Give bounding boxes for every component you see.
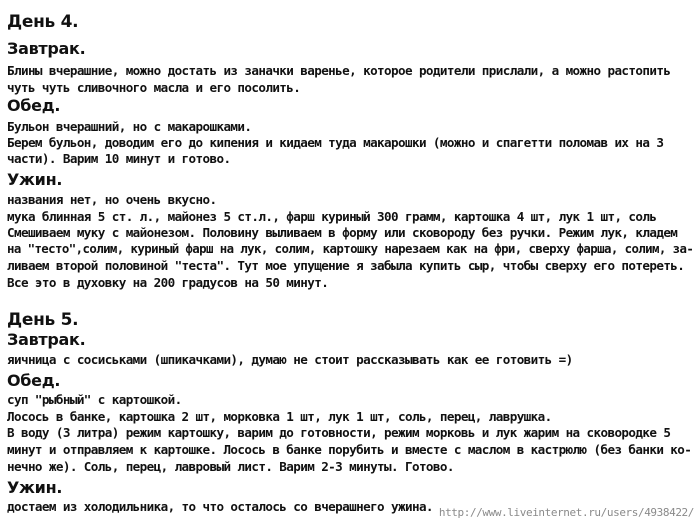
day-5-breakfast-heading: Завтрак. (7, 330, 86, 349)
day-5-dinner-line-1: достаем из холодильника, то что осталось со вчерашнего ужина. (7, 499, 433, 514)
day-4-breakfast-line-2: чуть чуть сливочного масла и его посолить. (7, 80, 301, 95)
day-4-lunch-line-1: Бульон вчерашний, но с макарошками. (7, 119, 252, 134)
day-5-lunch-line-5: нечно же). Соль, перец, лавровый лист. Варим 2-3 минуты. Готово. (7, 459, 454, 474)
day-4-breakfast-heading: Завтрак. (7, 39, 86, 58)
day-4-dinner-line-4: на "тесто",солим, куриный фарш на лук, солим, картошку нарезаем как на фри, сверху фарша, солим, за- (7, 241, 694, 256)
day-4-dinner-heading: Ужин. (7, 170, 63, 189)
day-5-dinner-heading: Ужин. (7, 478, 63, 497)
day-5-lunch-line-4: минут и отправляем к картошке. Лосось в банке порубить и вместе с маслом в кастрюлю (без банки ко- (7, 442, 692, 457)
day-4-dinner-line-5: ливаем второй половиной "теста". Тут мое упущение я забыла купить сыр, чтобы сверху его потереть. (7, 258, 685, 273)
day-5-breakfast-line-1: яичница с сосиськами (шпикачками), думаю не стоит рассказывать как ее готовить =) (7, 352, 573, 367)
day-4-lunch-line-3: части). Варим 10 минут и готово. (7, 151, 231, 166)
day-5-lunch-line-1: суп "рыбный" с картошкой. (7, 392, 182, 407)
day-4-lunch-line-2: Берем бульон, доводим его до кипения и кидаем туда макарошки (можно и спагетти поломав их на 3 (7, 135, 664, 150)
day-4-dinner-line-3: Смешиваем муку с майонезом. Половину выливаем в форму или сковороду без ручки. Режим лук, кладем (7, 225, 678, 240)
day-5-lunch-heading: Обед. (7, 371, 61, 390)
day-5-lunch-line-2: Лосось в банке, картошка 2 шт, морковка 1 шт, лук 1 шт, соль, перец, лаврушка. (7, 409, 552, 424)
source-watermark: http://www.liveinternet.ru/users/4938422/ (438, 506, 694, 519)
day-4-title: День 4. (7, 12, 79, 32)
day-4-dinner-line-1: названия нет, но очень вкусно. (7, 192, 217, 207)
day-4-lunch-heading: Обед. (7, 96, 61, 115)
day-5-lunch-line-3: В воду (3 литра) режим картошку, варим до готовности, режим морковь и лук жарим на сковородке 5 (7, 425, 671, 440)
day-4-dinner-line-6: Все это в духовку на 200 градусов на 50 минут. (7, 275, 329, 290)
day-4-dinner-line-2: мука блинная 5 ст. л., майонез 5 ст.л., фарш куриный 300 грамм, картошка 4 шт, лук 1 шт, соль (7, 209, 657, 224)
day-5-title: День 5. (7, 310, 79, 330)
day-4-breakfast-line-1: Блины вчерашние, можно достать из заначки варенье, которое родители прислали, а можно растопить (7, 63, 671, 78)
